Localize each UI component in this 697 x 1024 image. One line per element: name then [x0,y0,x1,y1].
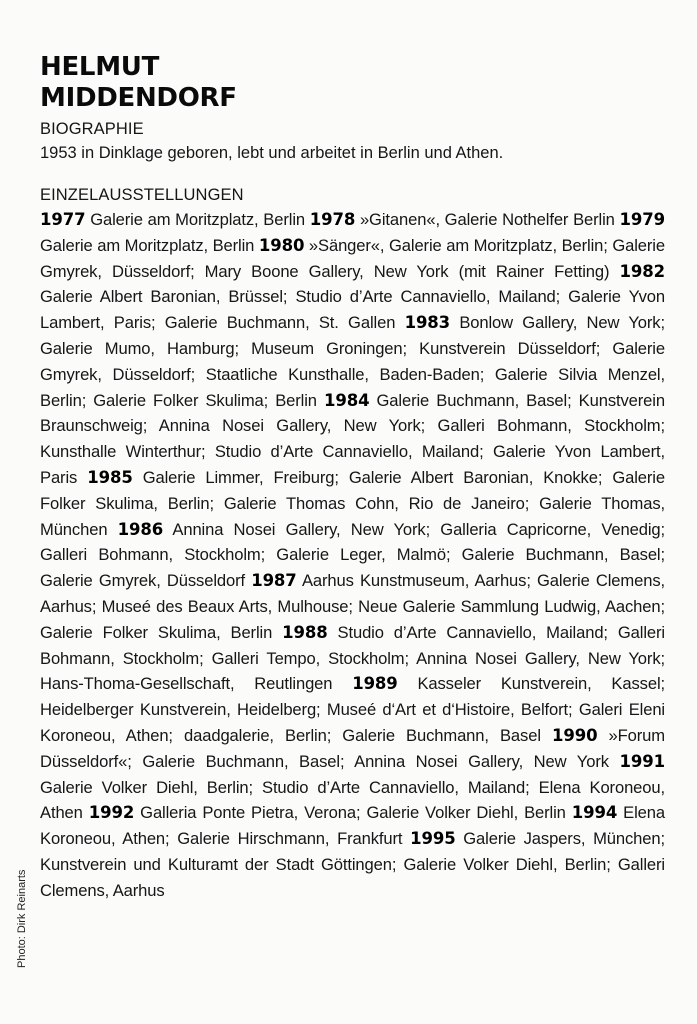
exhibition-year: 1988 [282,622,328,642]
artist-name-line2: MIDDENDORF [40,83,237,113]
exhibition-venues: Kasseler Kunstverein, Kassel; Heidelberger Kunstverein, Heidelberg; Museé d‘Art et d‘Histoire, Belfort; Galeri Eleni Koroneou, Athen; daadgalerie, Berlin; Galerie Buchmann, Basel [40,674,665,745]
artist-name-line1: HELMUT [40,52,160,82]
exhibition-year: 1979 [619,210,665,229]
exhibition-venues: Aarhus Kunstmuseum, Aarhus; Galerie Clemens, Aarhus; Museé des Beaux Arts, Mulhouse; Neue Galerie Sammlung Ludwig, Aachen; Galerie Folker Skulima, Berlin [40,571,665,642]
exhibition-venues: Galerie Jaspers, München; Kunstverein und Kulturamt der Stadt Göttingen; Galerie Volker Diehl, Berlin; Galleri Clemens, Aarhus [40,829,665,900]
biography-heading: BIOGRAPHIE [40,120,144,138]
exhibition-year: 1985 [87,467,133,487]
exhibition-venues: »Sänger«, Galerie am Moritzplatz, Berlin; Galerie Gmyrek, Düsseldorf; Mary Boone Gallery, New York (mit Rainer Fetting) [40,235,665,281]
exhibition-year: 1991 [619,751,665,771]
artist-name [40,52,665,114]
exhibition-year: 1992 [88,803,135,823]
exhibition-year: 1986 [117,519,164,539]
exhibition-year: 1995 [410,829,456,849]
exhibition-venues: »Forum Düsseldorf«; Galerie Buchmann, Basel; Annina Nosei Gallery, New York [40,725,665,771]
exhibition-year: 1983 [404,313,451,333]
exhibition-venues: Elena Koroneou, Athen; Galerie Hirschmann, Frankfurt [40,803,666,849]
exhibition-entry [40,210,305,229]
biography-text: 1953 in Dinklage geboren, lebt und arbeitet in Berlin und Athen. [40,144,504,162]
exhibition-year: 1994 [571,803,618,823]
exhibition-venues: Galerie am Moritzplatz, Berlin [40,235,255,255]
exhibition-year: 1982 [619,261,665,281]
exhibition-year: 1987 [251,571,297,591]
exhibition-venues: Galerie am Moritzplatz, Berlin [90,210,305,229]
exhibition-venues: Bonlow Gallery, New York; Galerie Mumo, Hamburg; Museum Groningen; Kunstverein Düsseldorf; Galerie Gmyrek, Düsseldorf; Staatliche Kunsthalle, Baden-Baden; Galerie Silvia Menzel, Berlin; Galerie Folker Skulima; Berlin [40,313,665,410]
exhibition-venues: »Gitanen«, Galerie Nothelfer Berlin [359,210,615,229]
exhibition-venues: Galerie Limmer, Freiburg; Galerie Albert Baronian, Knokke; Galerie Folker Skulima, Berlin; Galerie Thomas Cohn, Rio de Janeiro; Galerie Thomas, München [40,467,665,539]
exhibition-venues: Galerie Albert Baronian, Brüssel; Studio d’Arte Cannaviello, Mailand; Galerie Yvon Lambert, Paris; Galerie Buchmann, St. Gallen [40,287,665,333]
exhibition-venues: Galleria Ponte Pietra, Verona; Galerie Volker Diehl, Berlin [140,803,566,823]
exhibition-venues: Studio d’Arte Cannaviello, Mailand; Galleri Bohmann, Stockholm; Galleri Tempo, Stockholm; Annina Nosei Gallery, New York; Hans-Thoma-Gesellschaft, Reutlingen [40,622,665,694]
exhibition-venues: Annina Nosei Gallery, New York; Galleria Capricorne, Venedig; Galleri Bohmann, Stockholm; Galerie Leger, Malmö; Galerie Buchmann, Basel; Galerie Gmyrek, Düsseldorf [40,519,665,591]
photo-credit: Photo: Dirk Reinarts [16,869,28,968]
exhibition-venues: Galerie Volker Diehl, Berlin; Studio d’Arte Cannaviello, Mailand; Elena Koroneou, Athen [40,777,665,823]
document-page [40,52,665,904]
exhibition-year: 1978 [309,210,356,229]
exhibition-entry [89,803,566,822]
solo-exhibitions-list [40,207,665,904]
exhibition-entry [310,210,615,229]
exhibition-year: 1980 [258,235,305,255]
exhibition-venues: Galerie Buchmann, Basel; Kunstverein Braunschweig; Annina Nosei Gallery, New York; Galleri Bohmann, Stockholm; Kunsthalle Winterthur; Studio d’Arte Cannaviello, Mailand; Galerie Yvon Lambert, Paris [40,390,665,487]
solo-exhibitions-heading: EINZELAUSSTELLUNGEN [40,186,244,204]
exhibition-year: 1977 [40,210,86,229]
exhibition-year: 1984 [323,390,370,410]
exhibition-year: 1990 [551,725,598,745]
exhibition-year: 1989 [352,674,398,694]
